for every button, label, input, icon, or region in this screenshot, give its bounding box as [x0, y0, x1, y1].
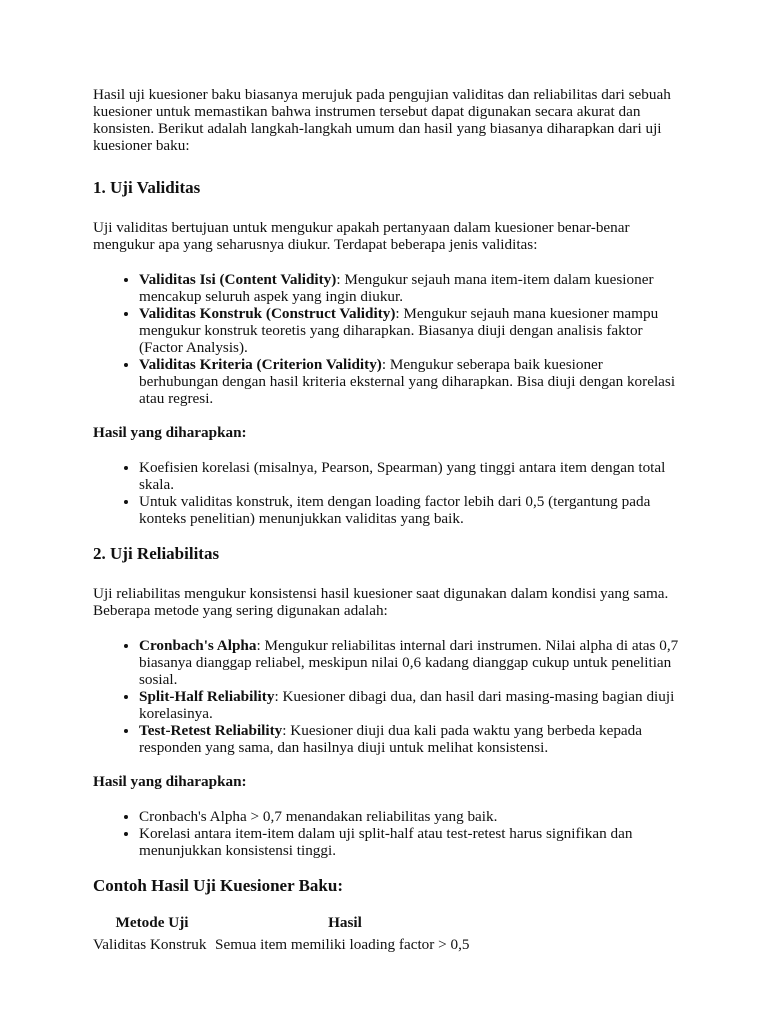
validity-expected-list: [93, 459, 683, 527]
validity-types-list: [93, 271, 683, 407]
reliability-heading: 2. Uji Reliabilitas: [93, 544, 220, 563]
example-results-table: [91, 914, 477, 954]
table-cell-method: Validitas Konstruk: [93, 936, 207, 953]
table-header-result: Hasil: [328, 914, 362, 931]
table-cell-result: Semua item memiliki loading factor > 0,5: [215, 936, 470, 953]
reliability-method-text: : Mengukur reliabilitas internal dari instrumen. Nilai alpha di atas 0,7 biasanya dianggap reliabel, meskipun nilai 0,6 kadang dianggap cukup untuk penelitian sosial.: [139, 637, 679, 688]
reliability-method-title: Split-Half Reliability: [139, 688, 275, 705]
validity-type-title: Validitas Kriteria (Criterion Validity): [139, 356, 382, 373]
list-item: • Koefisien korelasi (misalnya, Pearson, Spearman) yang tinggi antara item dengan total skala.: [139, 459, 683, 493]
document-page: [93, 86, 683, 954]
validity-type-text: : Mengukur seberapa baik kuesioner berhubungan dengan hasil kriteria eksternal yang diharapkan. Bisa diuji dengan korelasi atau regresi.: [139, 356, 676, 407]
validity-description: Uji validitas bertujuan untuk mengukur apakah pertanyaan dalam kuesioner benar-benar mengukur apa yang seharusnya diukur. Terdapat beberapa jenis validitas:: [93, 219, 630, 253]
validity-expected-heading: Hasil yang diharapkan:: [93, 424, 247, 441]
reliability-method-title: Cronbach's Alpha: [139, 637, 257, 654]
list-item: • Korelasi antara item-item dalam uji split-half atau test-retest harus signifikan dan menunjukkan konsistensi tinggi.: [139, 825, 683, 859]
list-item: [139, 722, 683, 756]
reliability-method-title: Test-Retest Reliability: [139, 722, 283, 739]
list-item: [139, 637, 683, 688]
validity-type-title: Validitas Konstruk (Construct Validity): [139, 305, 396, 322]
validity-heading: 1. Uji Validitas: [93, 178, 201, 197]
reliability-expected-heading: Hasil yang diharapkan:: [93, 773, 247, 790]
reliability-methods-list: [93, 637, 683, 756]
example-heading: Contoh Hasil Uji Kuesioner Baku:: [93, 876, 344, 895]
list-item: [139, 688, 683, 722]
list-item: [139, 271, 683, 305]
reliability-description: Uji reliabilitas mengukur konsistensi hasil kuesioner saat digunakan dalam kondisi yang sama. Beberapa metode yang sering digunakan adalah:: [93, 585, 669, 619]
validity-type-text: : Mengukur sejauh mana item-item dalam kuesioner mencakup seluruh aspek yang ingin diukur.: [139, 271, 654, 305]
table-row: [91, 936, 477, 954]
list-item: • Untuk validitas konstruk, item dengan loading factor lebih dari 0,5 (tergantung pada konteks penelitian) menunjukkan validitas yang baik.: [139, 493, 683, 527]
validity-type-text: : Mengukur sejauh mana kuesioner mampu mengukur konstruk teoretis yang diharapkan. Biasanya diuji dengan analisis faktor (Factor Analysis).: [139, 305, 659, 356]
intro-paragraph: Hasil uji kuesioner baku biasanya merujuk pada pengujian validitas dan reliabilitas dari sebuah kuesioner untuk memastikan bahwa instrumen tersebut dapat digunakan secara akurat dan konsisten. Berikut adalah langkah-langkah umum dan hasil yang biasanya diharapkan dari uji kuesioner baku:: [93, 86, 671, 154]
list-item: [139, 305, 683, 356]
validity-type-title: Validitas Isi (Content Validity): [139, 271, 337, 288]
table-header-row: [91, 914, 477, 936]
table-header-method: Metode Uji: [115, 914, 189, 931]
list-item: [139, 356, 683, 407]
reliability-expected-list: [93, 808, 683, 859]
reliability-method-text: : Kuesioner dibagi dua, dan hasil dari masing-masing bagian diuji korelasinya.: [139, 688, 675, 722]
reliability-method-text: : Kuesioner diuji dua kali pada waktu yang berbeda kepada responden yang sama, dan hasilnya diuji untuk melihat konsistensi.: [139, 722, 643, 756]
list-item: • Cronbach's Alpha > 0,7 menandakan reliabilitas yang baik.: [139, 808, 683, 825]
